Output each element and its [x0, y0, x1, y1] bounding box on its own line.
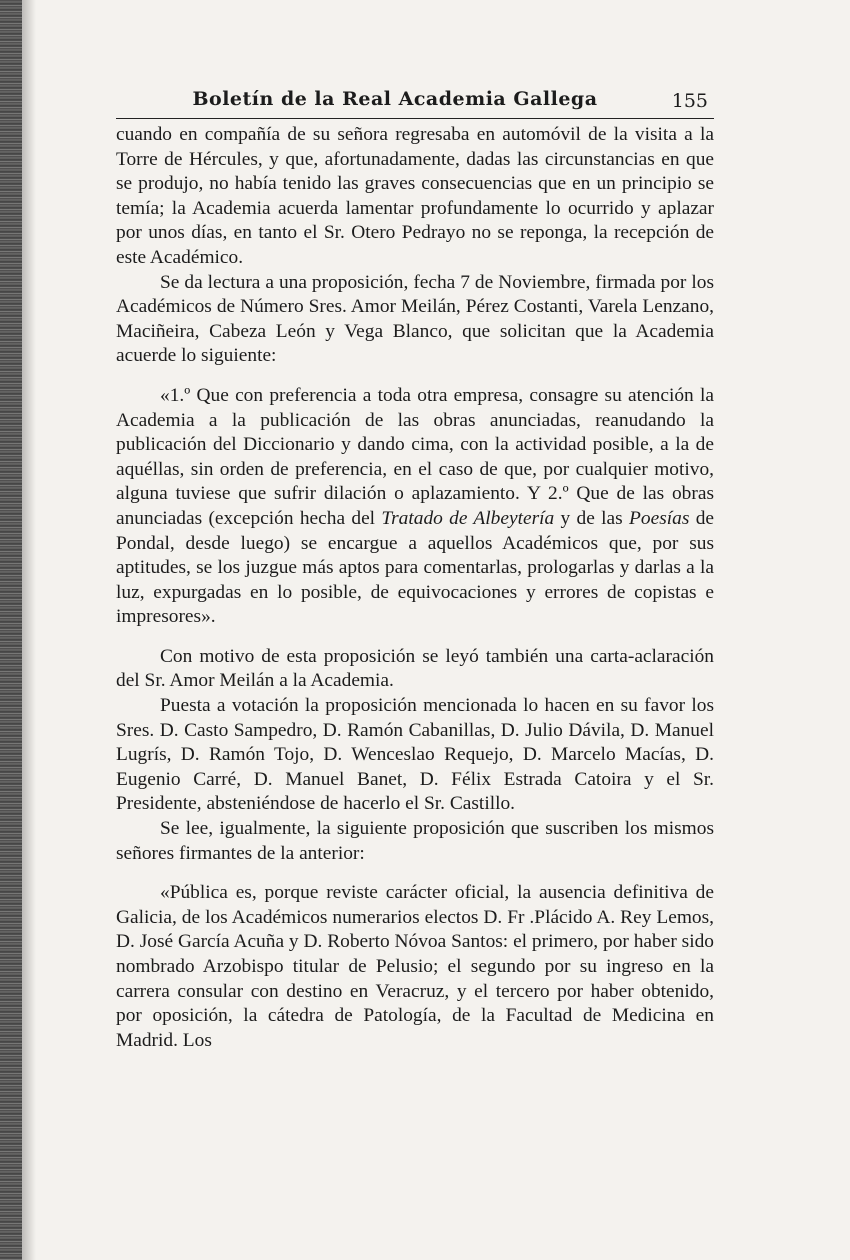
page-number: 155	[671, 90, 708, 112]
paragraph-letter	[116, 645, 714, 694]
paragraph-text: cuando en compañía de su señora regresaba en automóvil de la visita a la Torre de Hércules, y que, afortunadamente, dadas las circunstancias en que se produjo, no había tenido las graves consecuencias que en un principio se temía; la Academia acuerda lamentar profundamente lo ocurrido y aplazar por unos días, en tanto el Sr. Otero Pedrayo no se reponga, la recepción de este Académico.	[116, 124, 714, 268]
paragraph-second-proposal	[116, 817, 714, 866]
running-title: Boletín de la Real Academia Gallega	[192, 88, 598, 110]
paragraph-text: «1.º Que con preferencia a toda otra empresa, consagre su atención la Academia a la publicación de las obras anunciadas, reanudando la publicación del Diccionario y dando cima, con la actividad posible, a la de aquéllas, sin orden de preferencia, en el caso de que, por cualquier motivo, alguna tuviese que sufrir dilación o aplazamiento. Y 2.º Que de las obras anunciadas (excepción hecha del	[116, 384, 714, 529]
paragraph-text: Puesta a votación la proposición mencionada lo hacen en su favor los Sres. D. Casto Sampedro, D. Ramón Cabanillas, D. Julio Dávila, D. Manuel Lugrís, D. Ramón Tojo, D. Wenceslao Requejo, D. Marcelo Macías, D. Eugenio Carré, D. Manuel Banet, D. Félix Estrada Catoira y el Sr. Presidente, absteniéndose de hacerlo el Sr. Castillo.	[116, 695, 714, 815]
paragraph-text: Con motivo de esta proposición se leyó también una carta-aclaración del Sr. Amor Meilán a la Academia.	[116, 645, 714, 692]
paragraph-text: Se lee, igualmente, la siguiente proposición que suscriben los mismos señores firmantes de la anterior:	[116, 818, 714, 864]
paragraph-text: de Pondal, desde luego) se encargue a aquellos Académicos que, por sus aptitudes, se los juzgue más aptos para comentarlas, prologarlas y darlas a la luz, expurgadas en lo posible, de equivocaciones y errores de copistas e impresores».	[116, 507, 715, 628]
running-header	[116, 82, 714, 119]
paragraph-second-quote	[116, 881, 714, 1053]
work-title-poesias: Poesías	[629, 507, 690, 529]
paragraph-accident	[116, 123, 714, 271]
paragraph-proposal-intro	[116, 271, 714, 369]
paragraph-vote	[116, 694, 714, 817]
body-text	[116, 123, 714, 1053]
paragraph-proposal-quote	[116, 384, 714, 630]
page-binding-edge	[0, 0, 22, 1260]
paragraph-text: y de las	[554, 507, 630, 529]
work-title-albeyteria: Tratado de Albeytería	[381, 507, 555, 529]
paragraph-text: «Pública es, porque reviste carácter oficial, la ausencia definitiva de Galicia, de los Académicos numerarios electos D. Fr .Plácido A. Rey Lemos, D. José García Acuña y D. Roberto Nóvoa Santos: el primero, por haber sido nombrado Arzobispo titular de Pelusio; el segundo por su ingreso en la carrera consular con destino en Veracruz, y el tercero por haber obtenido, por oposición, la cátedra de Patología, de la Facultad de Medicina en Madrid. Los	[116, 882, 714, 1051]
book-page	[116, 82, 714, 1053]
paragraph-text: Se da lectura a una proposición, fecha 7 de Noviembre, firmada por los Académicos de Número Sres. Amor Meilán, Pérez Costanti, Varela Lenzano, Maciñeira, Cabeza León y Vega Blanco, que solicitan que la Academia acuerde lo siguiente:	[116, 271, 714, 367]
